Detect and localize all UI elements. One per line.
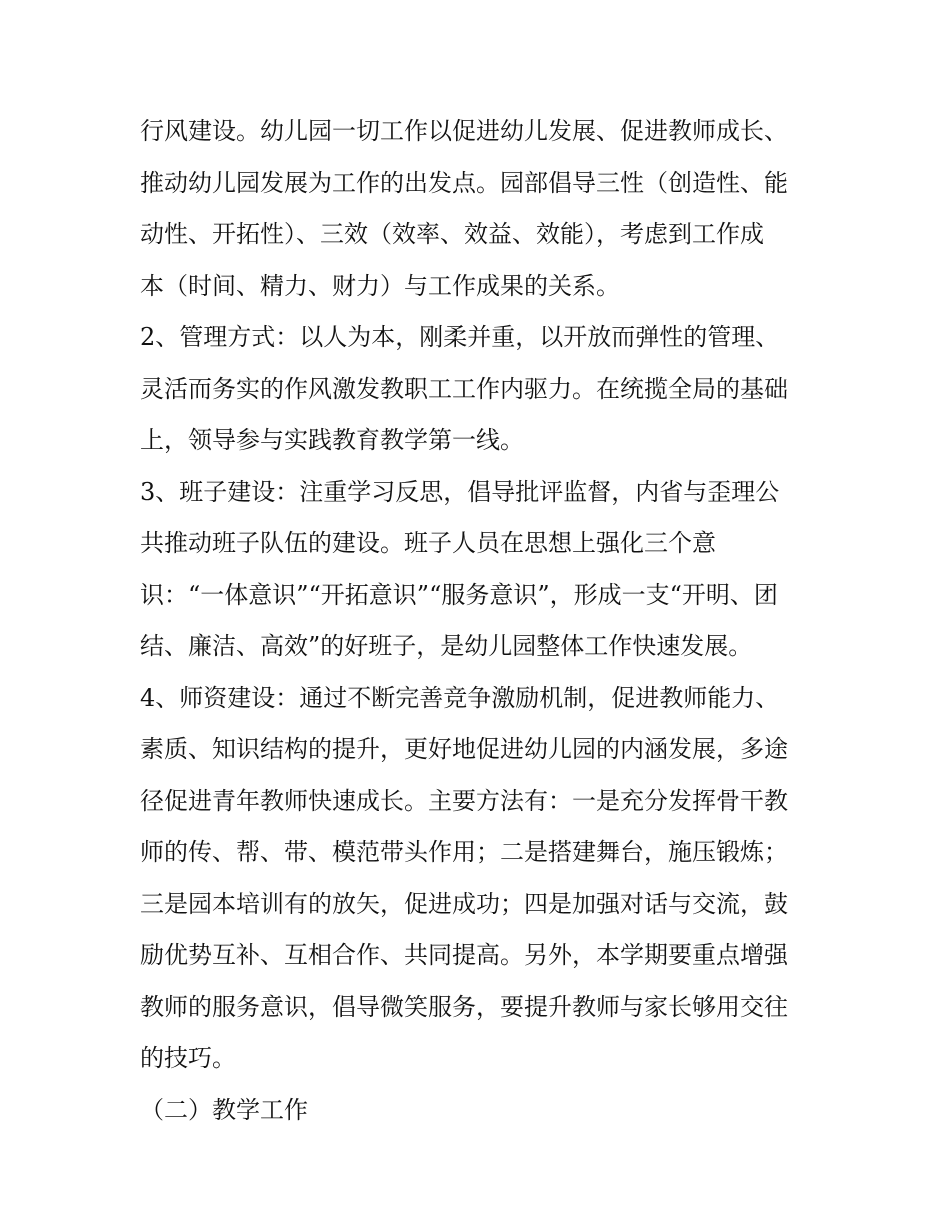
text-line: 教师的服务意识，倡导微笑服务，要提升教师与家长够用交往 xyxy=(140,992,788,1021)
text-line: 动性、开拓性）、三效（效率、效益、效能），考虑到工作成 xyxy=(140,220,764,248)
text-line: 4、师资建设：通过不断完善竞争激励机制，促进教师能力、 xyxy=(140,683,780,712)
text-line: 径促进青年教师快速成长。主要方法有：一是充分发挥骨干教 xyxy=(140,786,788,815)
text-line: 的技巧。 xyxy=(140,1044,236,1072)
text-line: 本（时间、精力、财力）与工作成果的关系。 xyxy=(140,271,620,300)
text-line: 结、廉洁、高效”的好班子，是幼儿园整体工作快速发展。 xyxy=(140,632,753,660)
text-line: 上，领导参与实践教育教学第一线。 xyxy=(140,426,524,454)
section-heading: （二）教学工作 xyxy=(140,1095,308,1124)
text-line: 素质、知识结构的提升，更好地促进幼儿园的内涵发展，多途 xyxy=(140,735,788,763)
text-line: 行风建设。幼儿园一切工作以促进幼儿发展、促进教师成长、 xyxy=(140,117,788,145)
text-line: 三是园本培训有的放矢，促进成功；四是加强对话与交流，鼓 xyxy=(140,889,788,918)
text-line: 2、管理方式：以人为本，刚柔并重，以开放而弹性的管理、 xyxy=(140,323,780,351)
text-line: 3、班子建设：注重学习反思，倡导批评监督，内省与歪理公 xyxy=(140,477,780,506)
text-line: 识：“一体意识”“开拓意识”“服务意识”，形成一支“开明、团 xyxy=(140,580,778,609)
text-line: 推动幼儿园发展为工作的出发点。园部倡导三性（创造性、能 xyxy=(140,168,788,197)
text-line: 共推动班子队伍的建设。班子人员在思想上强化三个意 xyxy=(140,529,716,557)
text-line: 励优势互补、互相合作、共同提高。另外，本学期要重点增强 xyxy=(140,941,788,969)
text-line: 灵活而务实的作风激发教职工工作内驱力。在统揽全局的基础 xyxy=(140,374,788,403)
text-line: 师的传、帮、带、模范带头作用；二是搭建舞台，施压锻炼； xyxy=(140,838,788,866)
document-body xyxy=(140,106,820,1136)
